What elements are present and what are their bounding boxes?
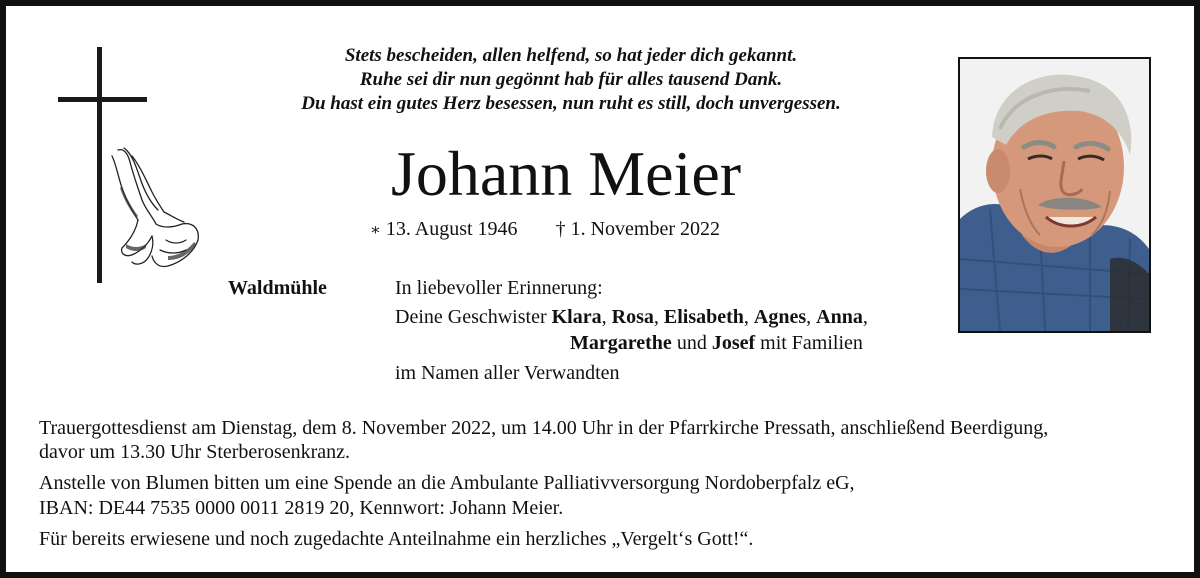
sibling-name: Rosa xyxy=(611,306,654,328)
birth-star-icon: ∗ xyxy=(370,222,381,239)
siblings-prefix: Deine Geschwister xyxy=(395,306,547,328)
sibling-name: Margarethe xyxy=(570,332,672,354)
death-date: 1. November 2022 xyxy=(570,218,720,240)
memorial-verse xyxy=(246,44,896,116)
verse-line: Ruhe sei dir nun gegönnt hab für alles tausend Dank. xyxy=(359,69,783,90)
death-cross-icon: † xyxy=(555,218,566,240)
residence-place: Waldmühle xyxy=(228,277,327,299)
portrait-photo xyxy=(958,57,1151,333)
donation-info-line: Anstelle von Blumen bitten um eine Spende an die Ambulante Palliativversorgung Nordoberpfalz eG, xyxy=(39,472,855,494)
siblings-line-continued xyxy=(570,330,863,356)
sibling-name: Josef xyxy=(711,332,756,354)
sibling-name: Klara xyxy=(551,306,602,328)
cross-icon xyxy=(97,47,102,283)
service-info-line: Trauergottesdienst am Dienstag, dem 8. November 2022, um 14.00 Uhr in der Pfarrkirche Pressath, anschließend Beerdigung, xyxy=(39,417,1049,439)
cross-bar xyxy=(58,97,147,102)
siblings-line: Deine Geschwister Klara, Rosa, Elisabeth, Agnes, Anna, xyxy=(395,306,868,328)
with-families: mit Familien xyxy=(760,332,863,354)
sibling-name: Elisabeth xyxy=(663,306,744,328)
service-info-line: davor um 13.30 Uhr Sterberosenkranz. xyxy=(39,441,351,463)
birth-date: 13. August 1946 xyxy=(385,218,518,240)
verse-line: Du hast ein gutes Herz besessen, nun ruht es still, doch unvergessen. xyxy=(301,93,841,114)
deceased-name: Johann Meier xyxy=(390,138,742,209)
and-word: und xyxy=(676,332,707,354)
remembrance-intro: In liebevoller Erinnerung: xyxy=(395,277,603,299)
sibling-name: Anna xyxy=(816,306,863,328)
life-dates xyxy=(370,216,720,244)
sibling-name: Agnes xyxy=(753,306,807,328)
praying-hands-icon xyxy=(106,144,202,270)
relatives-closing: im Namen aller Verwandten xyxy=(395,362,620,384)
verse-line: Stets bescheiden, allen helfend, so hat jeder dich gekannt. xyxy=(344,45,798,66)
donation-iban-line: IBAN: DE44 7535 0000 0011 2819 20, Kennwort: Johann Meier. xyxy=(39,497,564,519)
thanks-line: Für bereits erwiesene und noch zugedachte Anteilnahme ein herzliches „Vergelt‘s Gott!“. xyxy=(39,528,754,550)
